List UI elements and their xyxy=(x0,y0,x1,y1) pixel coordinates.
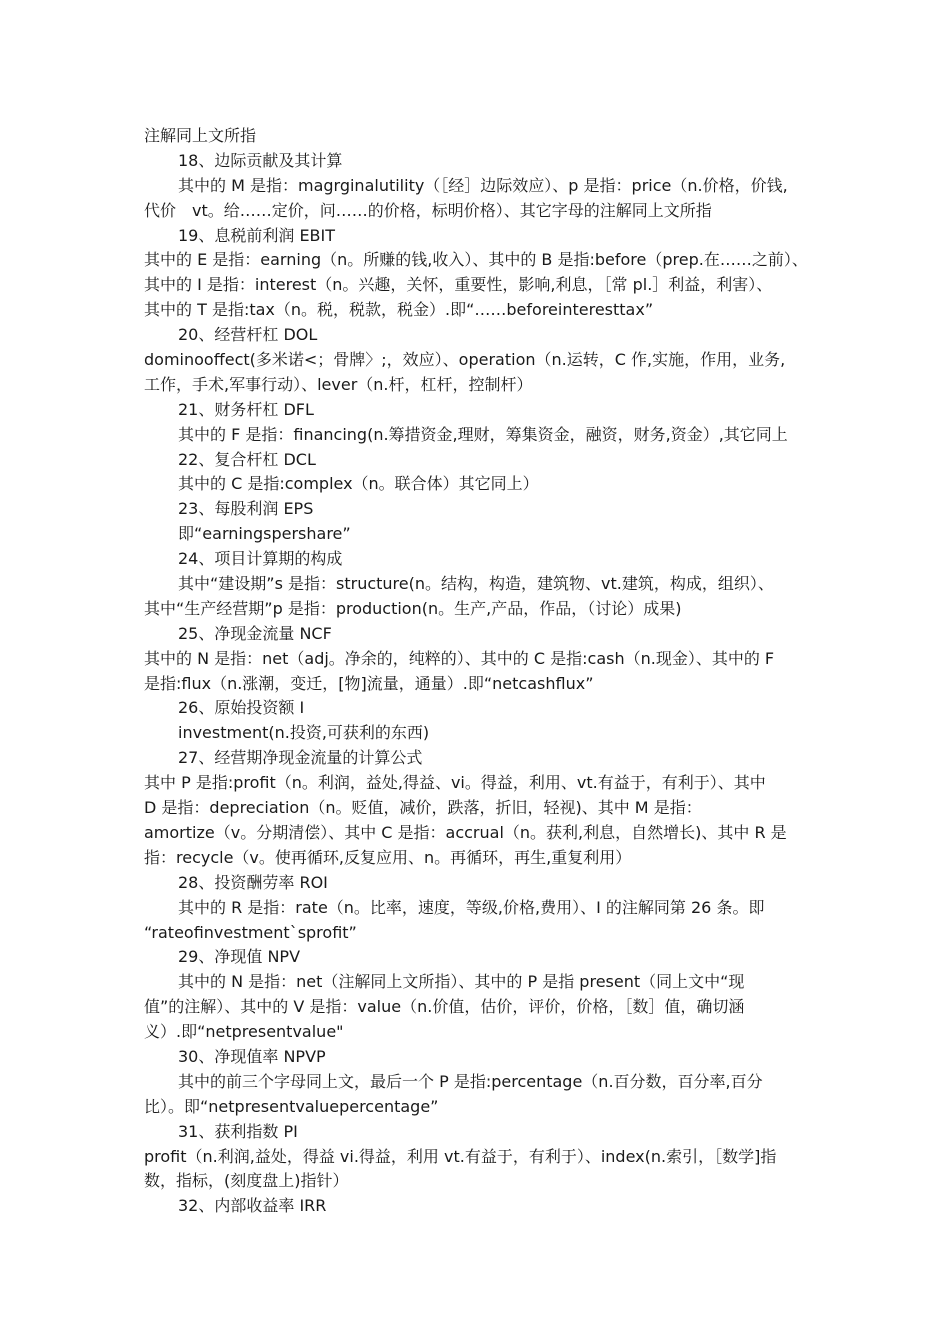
text-line: 24、项目计算期的构成 xyxy=(178,549,343,569)
text-line: 20、经营杆杠 DOL xyxy=(178,325,318,345)
text-line: 29、净现值 NPV xyxy=(178,947,301,967)
text-line: 数，指标，(刻度盘上)指针） xyxy=(144,1171,349,1191)
text-line: 比）。即“netpresentvaluepercentage” xyxy=(144,1096,439,1116)
text-line: 指：recycle（v。使再循环,反复应用、n。再循环，再生,重复利用） xyxy=(144,847,632,867)
text-line: 其中 P 是指:profit（n。利润，益处,得益、vi。得益，利用、vt.有益于，有利于）、其中 xyxy=(144,773,766,793)
text-line: 其中的前三个字母同上文，最后一个 P 是指:percentage（n.百分数，百分率,百分 xyxy=(178,1071,763,1091)
text-line: profit（n.利润,益处，得益 vi.得益，利用 vt.有益于，有利于）、index(n.索引，［数学]指 xyxy=(144,1146,777,1166)
text-line: investment(n.投资,可获利的东西) xyxy=(178,723,430,743)
text-line: 18、边际贡献及其计算 xyxy=(178,150,343,170)
text-line: 是指:flux（n.涨潮，变迁，[物]流量，通量）.即“netcashflux” xyxy=(144,673,594,693)
text-line: dominooffect(多米诺<；骨牌〉;，效应）、operation（n.运转，C 作,实施，作用，业务, xyxy=(144,350,786,370)
text-line: 21、财务杆杠 DFL xyxy=(178,399,314,419)
text-line: 28、投资酬劳率 ROI xyxy=(178,872,328,892)
text-line: 注解同上文所指 xyxy=(144,126,257,145)
text-line: “rateofinvestment`sprofit” xyxy=(144,922,357,942)
text-line: 22、复合杆杠 DCL xyxy=(178,449,316,469)
text-line: 其中的 M 是指：magrginalutility（［经］边际效应）、p 是指：price（n.价格，价钱, xyxy=(178,175,788,195)
text-line: 19、息税前利润 EBIT xyxy=(178,225,336,245)
text-line: amortize（v。分期清偿）、其中 C 是指：accrual（n。获利,利息，自然增长)、其中 R 是 xyxy=(144,822,787,842)
text-line: 义）.即“netpresentvalue" xyxy=(144,1022,344,1042)
text-line: 其中的 E 是指：earning（n。所赚的钱,收入）、其中的 B 是指:before（prep.在……之前）、 xyxy=(144,250,808,270)
text-line: 30、净现值率 NPVP xyxy=(178,1046,326,1066)
text-line: 32、内部收益率 IRR xyxy=(178,1196,327,1216)
text-line: 23、每股利润 EPS xyxy=(178,499,314,519)
text-line: 25、净现金流量 NCF xyxy=(178,623,332,643)
text-line: 27、经营期净现金流量的计算公式 xyxy=(178,748,423,768)
text-line: 26、原始投资额 I xyxy=(178,698,305,718)
text-line: D 是指：depreciation（n。贬值，减价，跌落，折旧，轻视)、其中 M 是指： xyxy=(144,798,702,818)
document-page xyxy=(144,124,814,1219)
text-line: 其中的 R 是指：rate（n。比率，速度，等级,价格,费用）、I 的注解同第 26 条。即 xyxy=(178,897,765,917)
text-line: 工作，手术,军事行动）、lever（n.杆，杠杆，控制杆） xyxy=(144,374,533,394)
text-line: 代价 vt。给……定价，问……的价格，标明价格）、其它字母的注解同上文所指 xyxy=(144,200,712,220)
text-line: 其中的 F 是指：financing(n.筹措资金,理财，筹集资金，融资，财务,资金）,其它同上 xyxy=(178,424,788,444)
text-line: 值”的注解）、其中的 V 是指：value（n.价值，估价，评价，价格，［数］值，确切涵 xyxy=(144,997,745,1017)
text-line: 即“earningspershare” xyxy=(178,524,351,544)
text-line: 其中的 N 是指：net（adj。净余的，纯粹的）、其中的 C 是指:cash（n.现金）、其中的 F xyxy=(144,648,775,668)
text-line: 其中的 N 是指：net（注解同上文所指）、其中的 P 是指 present（同上文中“现 xyxy=(178,972,745,992)
text-line: 其中的 C 是指:complex（n。联合体）其它同上） xyxy=(178,474,539,494)
text-line: 其中“生产经营期”p 是指：production(n。生产,产品，作品，（讨论）成果) xyxy=(144,598,682,618)
text-line: 其中“建设期”s 是指：structure(n。结构，构造，建筑物、vt.建筑，构成，组织）、 xyxy=(178,574,774,594)
text-line: 其中的 T 是指:tax（n。税，税款，税金）.即“……beforeinteresttax” xyxy=(144,300,654,320)
text-line: 31、获利指数 PI xyxy=(178,1121,298,1141)
text-line: 其中的 I 是指：interest（n。兴趣，关怀，重要性，影响,利息，［常 pl.］利益，利害）、 xyxy=(144,275,773,295)
